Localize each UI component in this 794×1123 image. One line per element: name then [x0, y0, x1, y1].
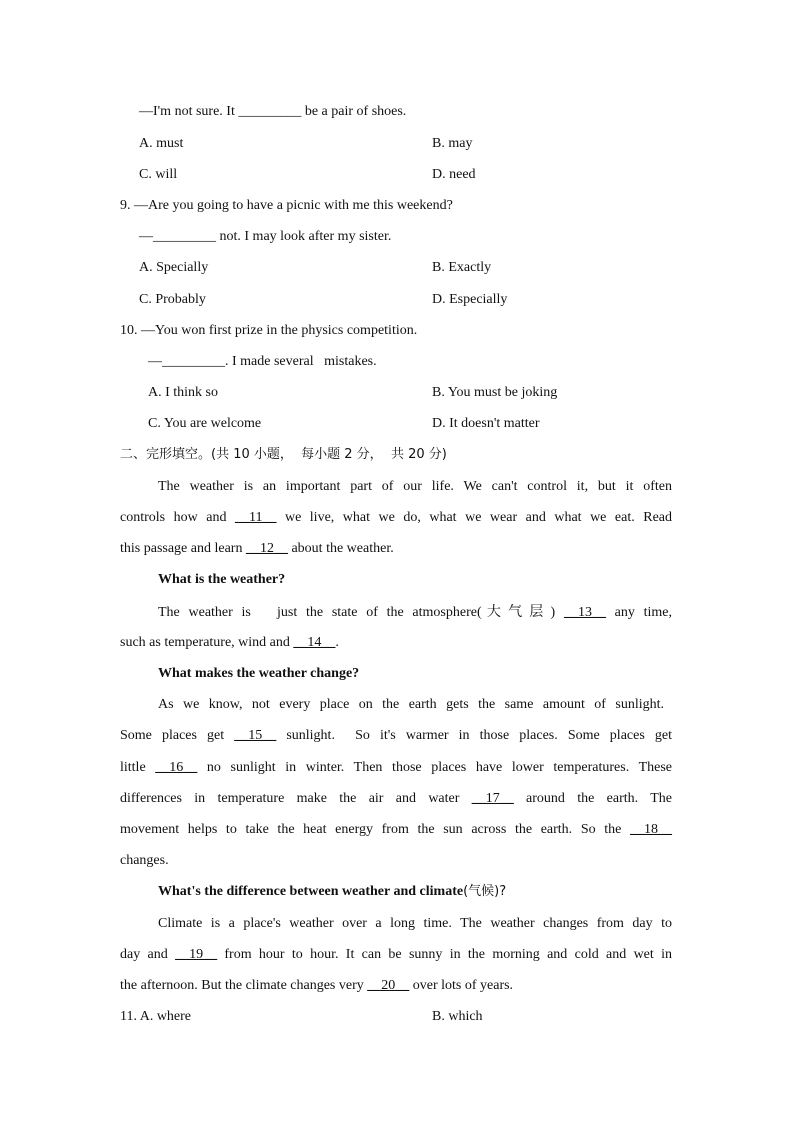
question-8-reply-prefix: —I'm not sure. It: [139, 104, 239, 119]
question-9-reply-prefix: —: [139, 229, 153, 244]
passage-p4-line1: Climate is a place's weather over a long time. The weather changes from day to: [158, 916, 672, 931]
blank-18: __18__: [630, 822, 672, 837]
question-9-option-b: B. Exactly: [432, 260, 492, 275]
question-9-option-d: D. Especially: [432, 292, 508, 307]
question-11-option-a: 11. A. where: [120, 1009, 192, 1024]
question-8-option-d: D. need: [432, 167, 476, 182]
question-9-reply-suffix: not. I may look after my sister.: [216, 229, 392, 244]
question-10-option-d: D. It doesn't matter: [432, 416, 540, 431]
question-8-blank: _________: [238, 104, 302, 119]
question-8-reply: [139, 103, 406, 121]
question-10-reply: [148, 353, 377, 371]
question-8-option-c: C. will: [139, 167, 178, 182]
blank-17: __17__: [471, 791, 514, 806]
subheading-what-is-weather: What is the weather?: [158, 572, 286, 587]
chinese-gloss-climate: (气候)?: [463, 884, 507, 899]
question-9-option-c: C. Probably: [139, 292, 206, 307]
question-10-stem: 10. —You won first prize in the physics competition.: [120, 323, 418, 338]
question-10-reply-suffix: . I made several mistakes.: [225, 354, 377, 369]
question-9-blank: _________: [153, 229, 216, 244]
blank-14: __14__: [293, 635, 336, 650]
passage-p1-line2: controls how and __11__ we live, what we do, what we wear and what we eat. Read: [120, 510, 672, 525]
passage-p1-line3: this passage and learn __12__ about the weather.: [120, 541, 394, 556]
question-10-blank: _________: [162, 354, 225, 369]
question-10-option-c: C. You are welcome: [148, 416, 262, 431]
question-11-option-b: B. which: [432, 1009, 483, 1024]
question-9-stem: 9. —Are you going to have a picnic with me this weekend?: [120, 198, 453, 213]
question-8-option-b: B. may: [432, 136, 473, 151]
question-10-option-a: A. I think so: [148, 385, 218, 400]
passage-p3-line3: little __16__ no sunlight in winter. Then those places have lower temperatures. These: [120, 760, 672, 775]
blank-19: __19__: [175, 947, 218, 962]
question-9-option-a: A. Specially: [139, 260, 209, 275]
blank-11: __11__: [234, 510, 277, 525]
question-10-option-b: B. You must be joking: [432, 385, 558, 400]
passage-p2-line1: The weather is just the state of the atmosphere(大气层) __13__ any time,: [158, 604, 672, 620]
passage-p3-line4: differences in temperature make the air and water __17__ around the earth. The: [120, 791, 672, 806]
subheading-weather-vs-climate: What's the difference between weather and climate(气候)?: [158, 884, 507, 899]
chinese-gloss-atmosphere: 大气层: [481, 604, 551, 620]
question-10-reply-prefix: —: [148, 354, 162, 369]
blank-20: __20__: [367, 978, 410, 993]
passage-p2-line2: such as temperature, wind and __14__.: [120, 635, 339, 650]
question-9-reply: [139, 228, 391, 246]
passage-p3-line1: As we know, not every place on the earth gets the same amount of sunlight.: [158, 697, 664, 712]
blank-12: __12__: [245, 541, 288, 556]
passage-p3-line6: changes.: [120, 853, 169, 868]
blank-13: __13__: [563, 605, 606, 620]
passage-p4-line2: day and __19__ from hour to hour. It can be sunny in the morning and cold and wet in: [120, 947, 672, 962]
blank-16: __16__: [155, 760, 198, 775]
passage-p3-line5: movement helps to take the heat energy from the sun across the earth. So the __18__: [120, 822, 672, 837]
section-2-heading: 二、完形填空。(共 10 小题， 每小题 2 分， 共 20 分): [120, 447, 447, 462]
subheading-weather-change: What makes the weather change?: [158, 666, 360, 681]
passage-p3-line2: Some places get __15__ sunlight. So it's warmer in those places. Some places get: [120, 728, 672, 743]
question-8-option-a: A. must: [139, 136, 184, 151]
passage-p1-line1: The weather is an important part of our life. We can't control it, but it often: [158, 479, 672, 494]
passage-p4-line3: the afternoon. But the climate changes very __20__ over lots of years.: [120, 978, 514, 993]
blank-15: __15__: [234, 728, 277, 743]
question-8-reply-suffix: be a pair of shoes.: [301, 104, 407, 119]
